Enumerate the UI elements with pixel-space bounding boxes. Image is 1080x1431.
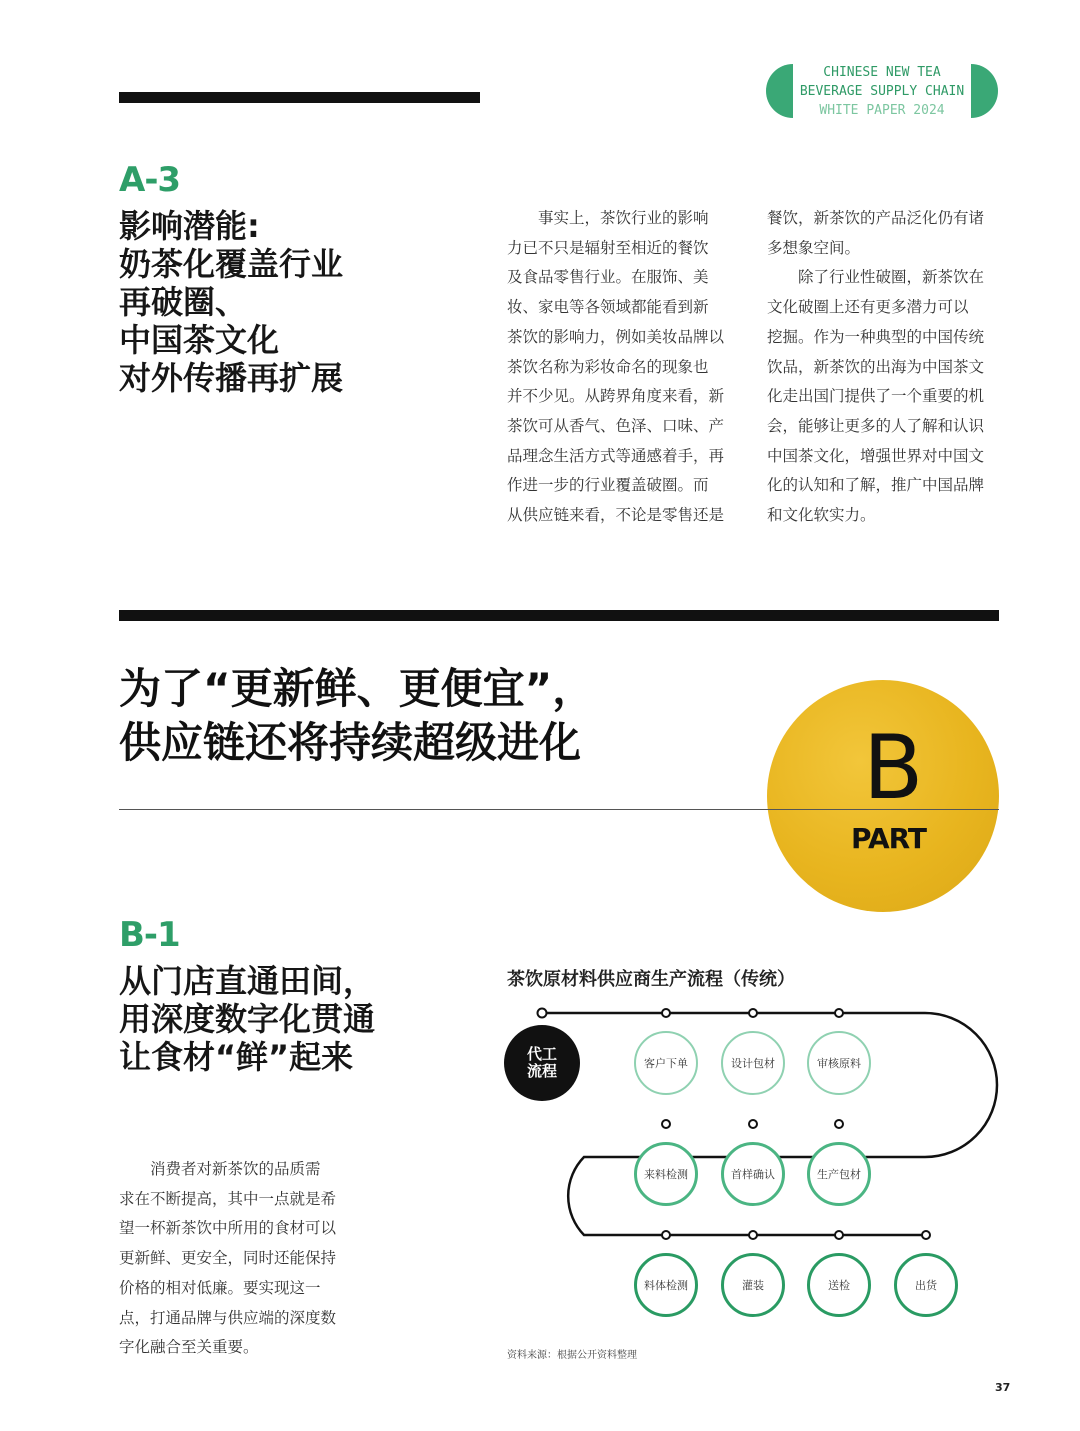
- text-line: 力已不只是辐射至相近的餐饮: [507, 238, 709, 257]
- text-line: 茶饮可从香气、色泽、口味、产: [507, 416, 725, 435]
- section-code-a3: A-3: [119, 160, 181, 200]
- title-line: 再破圈、: [119, 283, 248, 321]
- text-line: 价格的相对低廉。要实现这一: [119, 1278, 321, 1297]
- b1-body: [119, 1155, 353, 1363]
- track-dot: [835, 1231, 843, 1239]
- title-line: 奶茶化覆盖行业: [119, 245, 344, 283]
- section-title-a3: [119, 207, 343, 397]
- badge-line-2: BEVERAGE SUPPLY CHAIN: [799, 84, 965, 99]
- title-line: 从门店直通田间，: [119, 962, 376, 1000]
- badge-line-3: WHITE PAPER 2024: [819, 103, 945, 118]
- track-dot: [749, 1231, 757, 1239]
- source-note: 资料来源：根据公开资料整理: [507, 1350, 637, 1361]
- flow-node: [807, 1142, 871, 1206]
- flow-node: [894, 1253, 958, 1317]
- text-line: 妆、家电等各领域都能看到新: [507, 298, 709, 317]
- flow-node-label: 审核原料: [817, 1057, 861, 1070]
- track-dot: [749, 1120, 757, 1128]
- part-letter: B: [863, 716, 924, 819]
- text-line: 茶饮的影响力，例如美妆品牌以: [507, 327, 725, 346]
- flow-node: [634, 1142, 698, 1206]
- flow-node: [807, 1253, 871, 1317]
- flow-node: [634, 1253, 698, 1317]
- flow-node-label: 生产包材: [817, 1168, 861, 1181]
- page-number: 37: [995, 1381, 1011, 1394]
- top-rule: [119, 92, 480, 103]
- flow-node-label: 料体检测: [644, 1279, 688, 1292]
- text-line: 中国茶文化，增强世界对中国文: [767, 446, 985, 465]
- text-line: 点，打通品牌与供应端的深度数: [119, 1308, 337, 1327]
- text-line: 事实上，茶饮行业的影响: [538, 209, 709, 227]
- track-dot: [835, 1120, 843, 1128]
- text-line: 作进一步的行业覆盖破圈。而: [507, 476, 709, 495]
- part-b-title: [119, 662, 594, 770]
- text-line: 多想象空间。: [767, 238, 861, 257]
- track-dot: [662, 1009, 670, 1017]
- text-line: 茶饮名称为彩妆命名的现象也: [507, 357, 709, 376]
- flow-node-label: 灌装: [742, 1279, 764, 1292]
- track-dot: [749, 1009, 757, 1017]
- title-line: 用深度数字化贯通: [119, 1000, 376, 1038]
- text-line: 挖掘。作为一种典型的中国传统: [767, 327, 985, 346]
- part-b-rule: [119, 610, 999, 621]
- text-line: 除了行业性破圈，新茶饮在: [798, 268, 985, 287]
- title-line: 中国茶文化: [119, 321, 280, 359]
- badge-line-1: CHINESE NEW TEA: [823, 65, 941, 80]
- flow-node: [721, 1253, 785, 1317]
- flow-node-label: 出货: [915, 1279, 937, 1292]
- text-line: 字化融合至关重要。: [119, 1338, 259, 1357]
- track-dot: [662, 1120, 670, 1128]
- text-line: 及食品零售行业。在服饰、美: [507, 268, 709, 287]
- flow-node-label: 送检: [828, 1279, 850, 1292]
- text-line: 化的认知和了解，推广中国品牌: [767, 476, 985, 495]
- flow-node-label: 来料检测: [644, 1168, 688, 1181]
- text-line: 求在不断提高，其中一点就是希: [119, 1189, 337, 1208]
- text-line: 文化破圈上还有更多潜力可以: [767, 298, 969, 317]
- flow-chart-title: 茶饮原材料供应商生产流程（传统）: [507, 969, 795, 990]
- part-label: PART: [851, 822, 927, 855]
- part-b-title-line-2: 供应链还将持续超级进化: [119, 718, 582, 767]
- text-line: 化走出国门提供了一个重要的机: [767, 387, 985, 406]
- track-dot: [538, 1009, 547, 1018]
- header-badge: [790, 63, 974, 120]
- text-line: 并不少见。从跨界角度来看，新: [507, 387, 725, 406]
- flow-start-label-2: 流程: [526, 1062, 557, 1080]
- track-dot: [662, 1231, 670, 1239]
- part-b-title-line-1: 为了“更新鲜、更便宜”，: [119, 664, 595, 713]
- section-code-b1: B-1: [119, 915, 180, 955]
- title-line: 影响潜能:: [119, 207, 260, 245]
- track-dot: [835, 1009, 843, 1017]
- flow-node-label: 设计包材: [731, 1057, 775, 1070]
- flow-node-label: 首样确认: [731, 1168, 775, 1181]
- flow-node: [807, 1031, 871, 1095]
- track-dot: [922, 1231, 930, 1239]
- text-line: 和文化软实力。: [767, 506, 876, 525]
- title-line: 对外传播再扩展: [119, 359, 344, 397]
- flow-node: [721, 1142, 785, 1206]
- text-line: 品理念生活方式等通感着手，再: [507, 446, 725, 465]
- text-line: 会，能够让更多的人了解和认识: [767, 416, 985, 435]
- flow-node-label: 客户下单: [644, 1057, 688, 1070]
- text-line: 更新鲜、更安全，同时还能保持: [119, 1249, 337, 1268]
- flow-node: [634, 1031, 698, 1095]
- a3-body-column-1: [507, 204, 741, 531]
- flow-start-node: [504, 1025, 580, 1101]
- flow-node: [721, 1031, 785, 1095]
- a3-body-column-2: [767, 204, 1001, 531]
- text-line: 餐饮，新茶饮的产品泛化仍有诸: [767, 209, 985, 227]
- title-line: 让食材“鲜”起来: [119, 1038, 354, 1076]
- text-line: 望一杯新茶饮中所用的食材可以: [119, 1219, 337, 1238]
- text-line: 饮品，新茶饮的出海为中国茶文: [767, 357, 985, 376]
- text-line: 消费者对新茶饮的品质需: [150, 1160, 321, 1178]
- text-line: 从供应链来看，不论是零售还是: [507, 506, 725, 525]
- section-title-b1: [119, 962, 375, 1076]
- flow-start-label-1: 代工: [526, 1045, 557, 1063]
